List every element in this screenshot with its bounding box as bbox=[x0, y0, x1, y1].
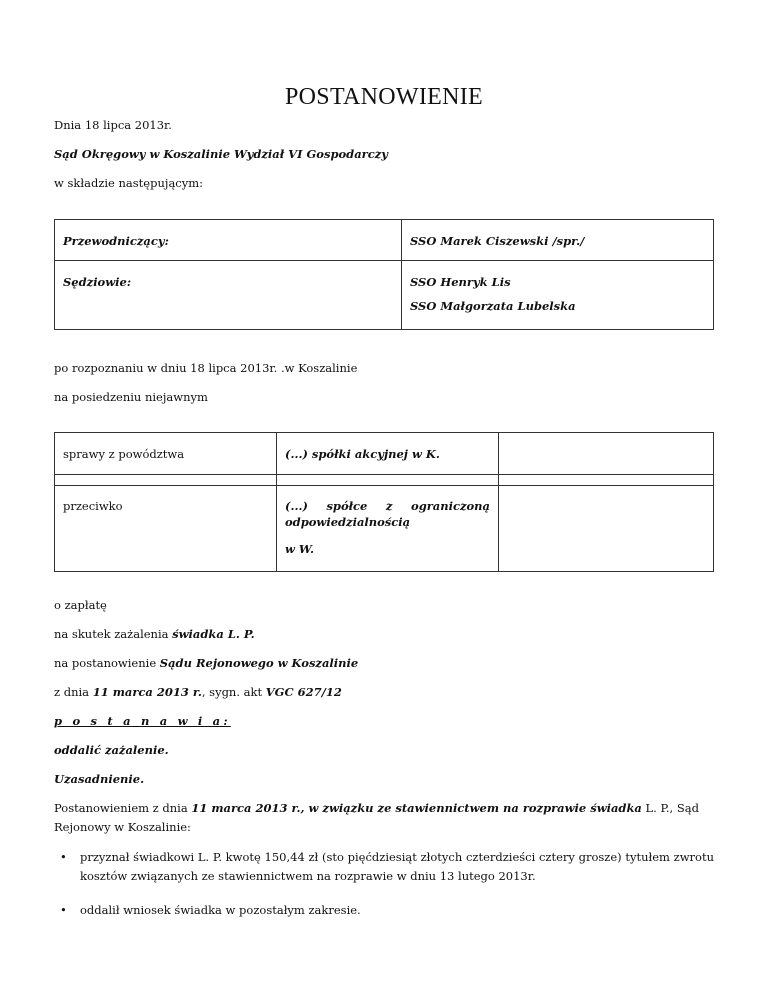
ruling-court: Sądu Rejonowego w Koszalinie bbox=[159, 656, 359, 670]
ruling-date: 11 marca 2013 r. bbox=[92, 685, 202, 699]
presiding-name-cell bbox=[402, 220, 714, 261]
empty-cell bbox=[499, 486, 714, 572]
spacer-cell bbox=[55, 475, 277, 486]
list-item bbox=[54, 901, 714, 920]
ruling-prefix: na postanowienie bbox=[54, 656, 160, 670]
date-sygn-line bbox=[54, 685, 342, 699]
against-label: przeciwko bbox=[63, 499, 123, 513]
case-number: VGC 627/12 bbox=[265, 685, 342, 699]
plaintiff-label-cell bbox=[55, 433, 277, 475]
hearing-line: po rozpoznaniu w dniu 18 lipca 2013r. .w Koszalinie bbox=[54, 361, 358, 375]
judges-label-cell bbox=[55, 261, 402, 330]
bench-table bbox=[54, 219, 714, 330]
just-prefix: Postanowieniem z dnia bbox=[54, 801, 192, 815]
complaint-witness: świadka L. P. bbox=[172, 627, 255, 641]
presiding-name: SSO Marek Ciszewski /spr./ bbox=[410, 234, 585, 248]
spacer-cell bbox=[499, 475, 714, 486]
list-item-text: oddalił wniosek świadka w pozostałym zakresie. bbox=[80, 903, 361, 917]
justification-heading: Uzasadnienie. bbox=[54, 772, 145, 786]
presiding-label-cell bbox=[55, 220, 402, 261]
date-line: Dnia 18 lipca 2013r. bbox=[54, 118, 172, 132]
defendant-city: w W. bbox=[285, 542, 315, 556]
defendant-name: (...) spółce z ograniczoną odpowiedzialnością bbox=[285, 499, 490, 529]
judge-name: SSO Henryk Lis bbox=[410, 275, 511, 289]
spacer-cell bbox=[277, 475, 499, 486]
parties-table bbox=[54, 432, 714, 572]
justification-list bbox=[54, 848, 714, 920]
bullet-icon: • bbox=[60, 850, 67, 864]
decides-heading: p o s t a n a w i a: bbox=[54, 714, 231, 728]
just-suffix: L. P., Sąd Rejonowy w Koszalinie: bbox=[54, 801, 699, 834]
justification-paragraph bbox=[54, 799, 714, 837]
session-line: na posiedzeniu niejawnym bbox=[54, 390, 208, 404]
complaint-line bbox=[54, 627, 255, 641]
just-bold: 11 marca 2013 r., w związku ze stawiennictwem na rozprawie świadka bbox=[191, 801, 642, 815]
presiding-label: Przewodniczący: bbox=[63, 234, 169, 248]
composition-intro: w składzie następującym: bbox=[54, 176, 204, 190]
empty-cell bbox=[499, 433, 714, 475]
list-item bbox=[54, 848, 714, 886]
complaint-prefix: na skutek zażalenia bbox=[54, 627, 173, 641]
decision-text: oddalić zażalenie. bbox=[54, 743, 169, 757]
against-label-cell bbox=[55, 486, 277, 572]
list-item-text: przyznał świadkowi L. P. kwotę 150,44 zł (sto pięćdziesiąt złotych czterdzieści cztery grosze) tytułem zwrotu kosztów związanych ze stawiennictwem na rozprawie w dniu 13 lutego 2013r. bbox=[80, 850, 714, 883]
date2-prefix: z dnia bbox=[54, 685, 93, 699]
judges-names-cell bbox=[402, 261, 714, 330]
plaintiff-label: sprawy z powództwa bbox=[63, 447, 185, 461]
sygn-prefix: , sygn. akt bbox=[201, 685, 266, 699]
ruling-line bbox=[54, 656, 358, 670]
subject-line: o zapłatę bbox=[54, 598, 107, 612]
document-title: POSTANOWIENIE bbox=[285, 84, 483, 110]
judge-name: SSO Małgorzata Lubelska bbox=[410, 299, 576, 313]
plaintiff-name: (...) spółki akcyjnej w K. bbox=[285, 447, 440, 461]
court-name: Sąd Okręgowy w Koszalinie Wydział VI Gospodarczy bbox=[54, 147, 388, 161]
bullet-icon: • bbox=[60, 903, 67, 917]
plaintiff-name-cell bbox=[277, 433, 499, 475]
defendant-cell bbox=[277, 486, 499, 572]
judges-label: Sędziowie: bbox=[63, 275, 132, 289]
